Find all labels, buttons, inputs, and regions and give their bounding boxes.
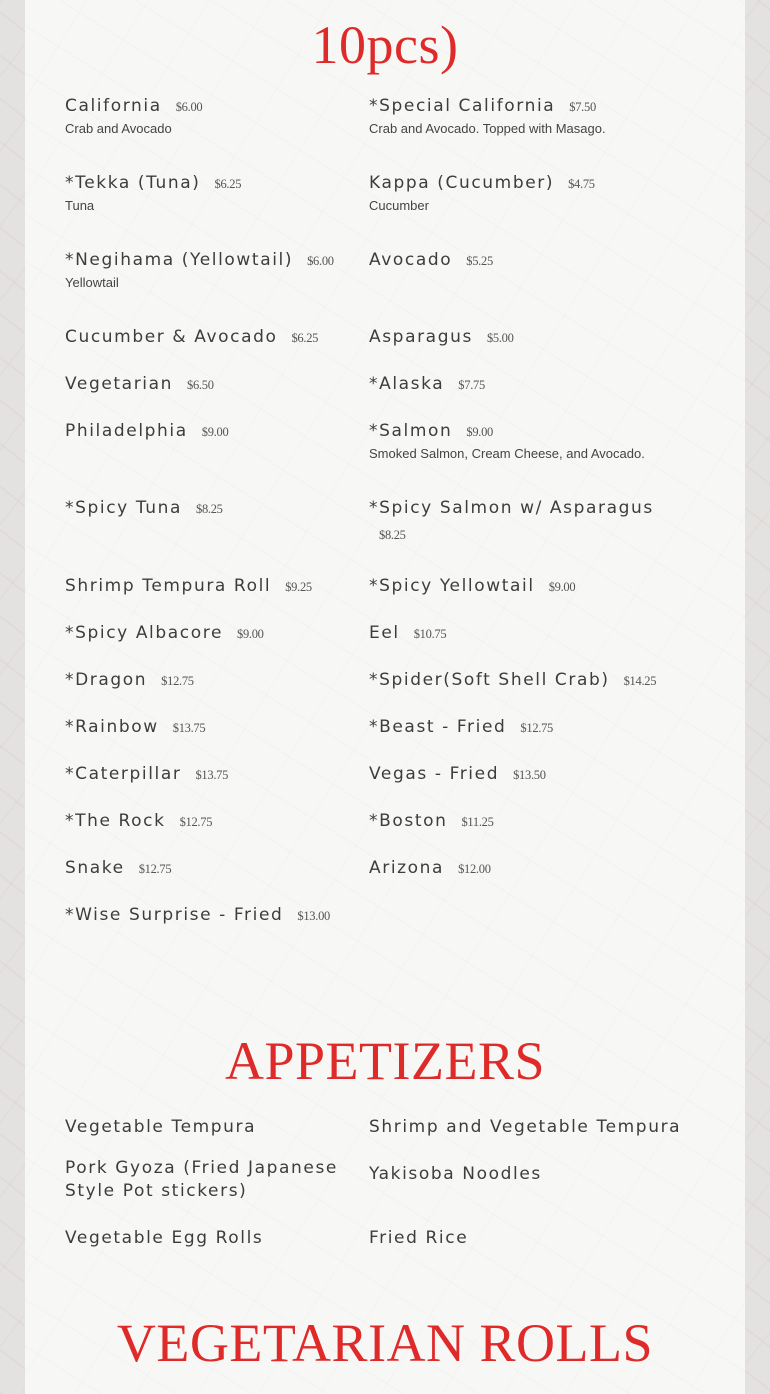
- item-name: Snake: [65, 858, 125, 878]
- item-price: $6.00: [307, 254, 334, 268]
- item-name: *Caterpillar: [65, 764, 182, 784]
- item-name: *Alaska: [369, 374, 445, 394]
- menu-item: [369, 96, 606, 136]
- item-price: $6.25: [291, 331, 319, 345]
- menu-panel: [25, 0, 745, 1394]
- item-price: $9.00: [201, 425, 229, 439]
- item-name: *Spicy Yellowtail: [369, 576, 535, 596]
- item-price: $5.25: [466, 254, 493, 268]
- item-name: *Dragon: [65, 670, 148, 690]
- item-name: *Spicy Albacore: [65, 623, 223, 643]
- item-name: *The Rock: [65, 811, 166, 831]
- menu-item: [65, 421, 228, 441]
- item-name: *Spicy Salmon w/ Asparagus: [369, 498, 654, 518]
- item-price: $9.00: [548, 580, 576, 594]
- menu-item: [65, 905, 330, 925]
- item-price: $13.75: [172, 721, 206, 735]
- menu-item: [65, 498, 223, 518]
- menu-item: [65, 717, 205, 737]
- menu-item: [369, 717, 553, 737]
- menu-item: [369, 1227, 709, 1250]
- menu-item: [65, 96, 202, 136]
- item-name: Philadelphia: [65, 421, 188, 441]
- item-price: $10.75: [413, 627, 447, 641]
- menu-item: [65, 811, 212, 831]
- item-price: $12.00: [458, 862, 491, 876]
- item-price: $12.75: [179, 815, 213, 829]
- item-description: Crab and Avocado: [65, 121, 172, 136]
- menu-item: [65, 1227, 345, 1250]
- item-description: Smoked Salmon, Cream Cheese, and Avocado.: [369, 446, 645, 461]
- menu-item: [369, 1163, 709, 1186]
- item-name: *Wise Surprise - Fried: [65, 905, 284, 925]
- item-description: Cucumber: [369, 198, 429, 213]
- item-name: *Spider(Soft Shell Crab): [369, 670, 610, 690]
- menu-item: [65, 1157, 345, 1203]
- item-name: Arizona: [369, 858, 445, 878]
- item-price: $7.50: [569, 100, 596, 114]
- item-name: Asparagus: [369, 327, 473, 347]
- menu-item: [369, 498, 654, 543]
- item-description: Tuna: [65, 198, 95, 213]
- rolls-section-title: 10pcs): [311, 15, 459, 75]
- item-name: California: [65, 96, 162, 116]
- item-name: Pork Gyoza (Fried Japanese Style Pot stickers): [65, 1158, 338, 1201]
- item-name: Avocado: [369, 250, 453, 270]
- item-name: Vegas - Fried: [369, 764, 500, 784]
- item-name: *Salmon: [369, 421, 453, 441]
- item-name: Eel: [369, 623, 400, 643]
- item-name: *Boston: [369, 811, 448, 831]
- item-price: $12.75: [161, 674, 194, 688]
- item-price: $6.50: [187, 378, 214, 392]
- item-price: $5.00: [486, 331, 514, 345]
- item-price: $6.25: [214, 177, 242, 191]
- vegetarian-rolls-section-title: VEGETARIAN ROLLS: [116, 1313, 654, 1373]
- item-name: *Special California: [369, 96, 556, 116]
- item-name: Vegetarian: [65, 374, 174, 394]
- menu-item: [369, 421, 645, 461]
- menu-item: [65, 374, 214, 394]
- item-name: Yakisoba Noodles: [369, 1164, 542, 1184]
- menu-item: [65, 858, 171, 878]
- menu-item: [369, 173, 595, 213]
- item-description: Crab and Avocado. Topped with Masago.: [369, 121, 606, 136]
- menu-item: [369, 1116, 709, 1139]
- item-price: $8.25: [379, 528, 406, 542]
- menu-item: [65, 173, 241, 213]
- menu-item: [369, 811, 494, 831]
- item-price: $14.25: [623, 674, 657, 688]
- item-name: Cucumber & Avocado: [65, 327, 278, 347]
- menu-item: [65, 670, 194, 690]
- item-name: Fried Rice: [369, 1228, 469, 1248]
- item-price: $9.00: [237, 627, 264, 641]
- menu-item: [369, 670, 656, 690]
- item-name: *Beast - Fried: [369, 717, 507, 737]
- appetizers-section-title: APPETIZERS: [224, 1031, 546, 1091]
- menu-item: [369, 327, 514, 347]
- menu-item: [369, 250, 493, 270]
- item-price: $13.00: [297, 909, 330, 923]
- item-price: $6.00: [175, 100, 203, 114]
- item-price: $4.75: [568, 177, 595, 191]
- item-price: $13.75: [195, 768, 229, 782]
- menu-item: [369, 623, 446, 643]
- item-price: $7.75: [458, 378, 485, 392]
- item-price: $8.25: [196, 502, 223, 516]
- item-name: *Rainbow: [65, 717, 159, 737]
- menu-item: [65, 327, 318, 347]
- item-name: Shrimp and Vegetable Tempura: [369, 1117, 682, 1137]
- item-price: $9.25: [285, 580, 312, 594]
- item-name: *Tekka (Tuna): [65, 173, 201, 193]
- item-price: $13.50: [513, 768, 546, 782]
- item-price: $12.75: [520, 721, 553, 735]
- item-price: $11.25: [461, 815, 494, 829]
- item-price: $12.75: [138, 862, 172, 876]
- item-name: Shrimp Tempura Roll: [65, 576, 272, 596]
- menu-item: [65, 576, 312, 596]
- menu-item: [369, 764, 546, 784]
- menu-item: [65, 764, 228, 784]
- item-price: $9.00: [466, 425, 494, 439]
- menu-item: [369, 576, 575, 596]
- item-name: Vegetable Tempura: [65, 1117, 257, 1137]
- menu-item: [369, 858, 491, 878]
- menu-item: [369, 374, 485, 394]
- menu-item: [65, 623, 264, 643]
- menu-item: [65, 1116, 345, 1139]
- item-name: *Spicy Tuna: [65, 498, 182, 518]
- item-description: Yellowtail: [65, 275, 119, 290]
- item-name: *Negihama (Yellowtail): [65, 250, 294, 270]
- item-name: Kappa (Cucumber): [369, 173, 555, 193]
- menu-item: [65, 250, 334, 290]
- item-name: Vegetable Egg Rolls: [65, 1228, 264, 1248]
